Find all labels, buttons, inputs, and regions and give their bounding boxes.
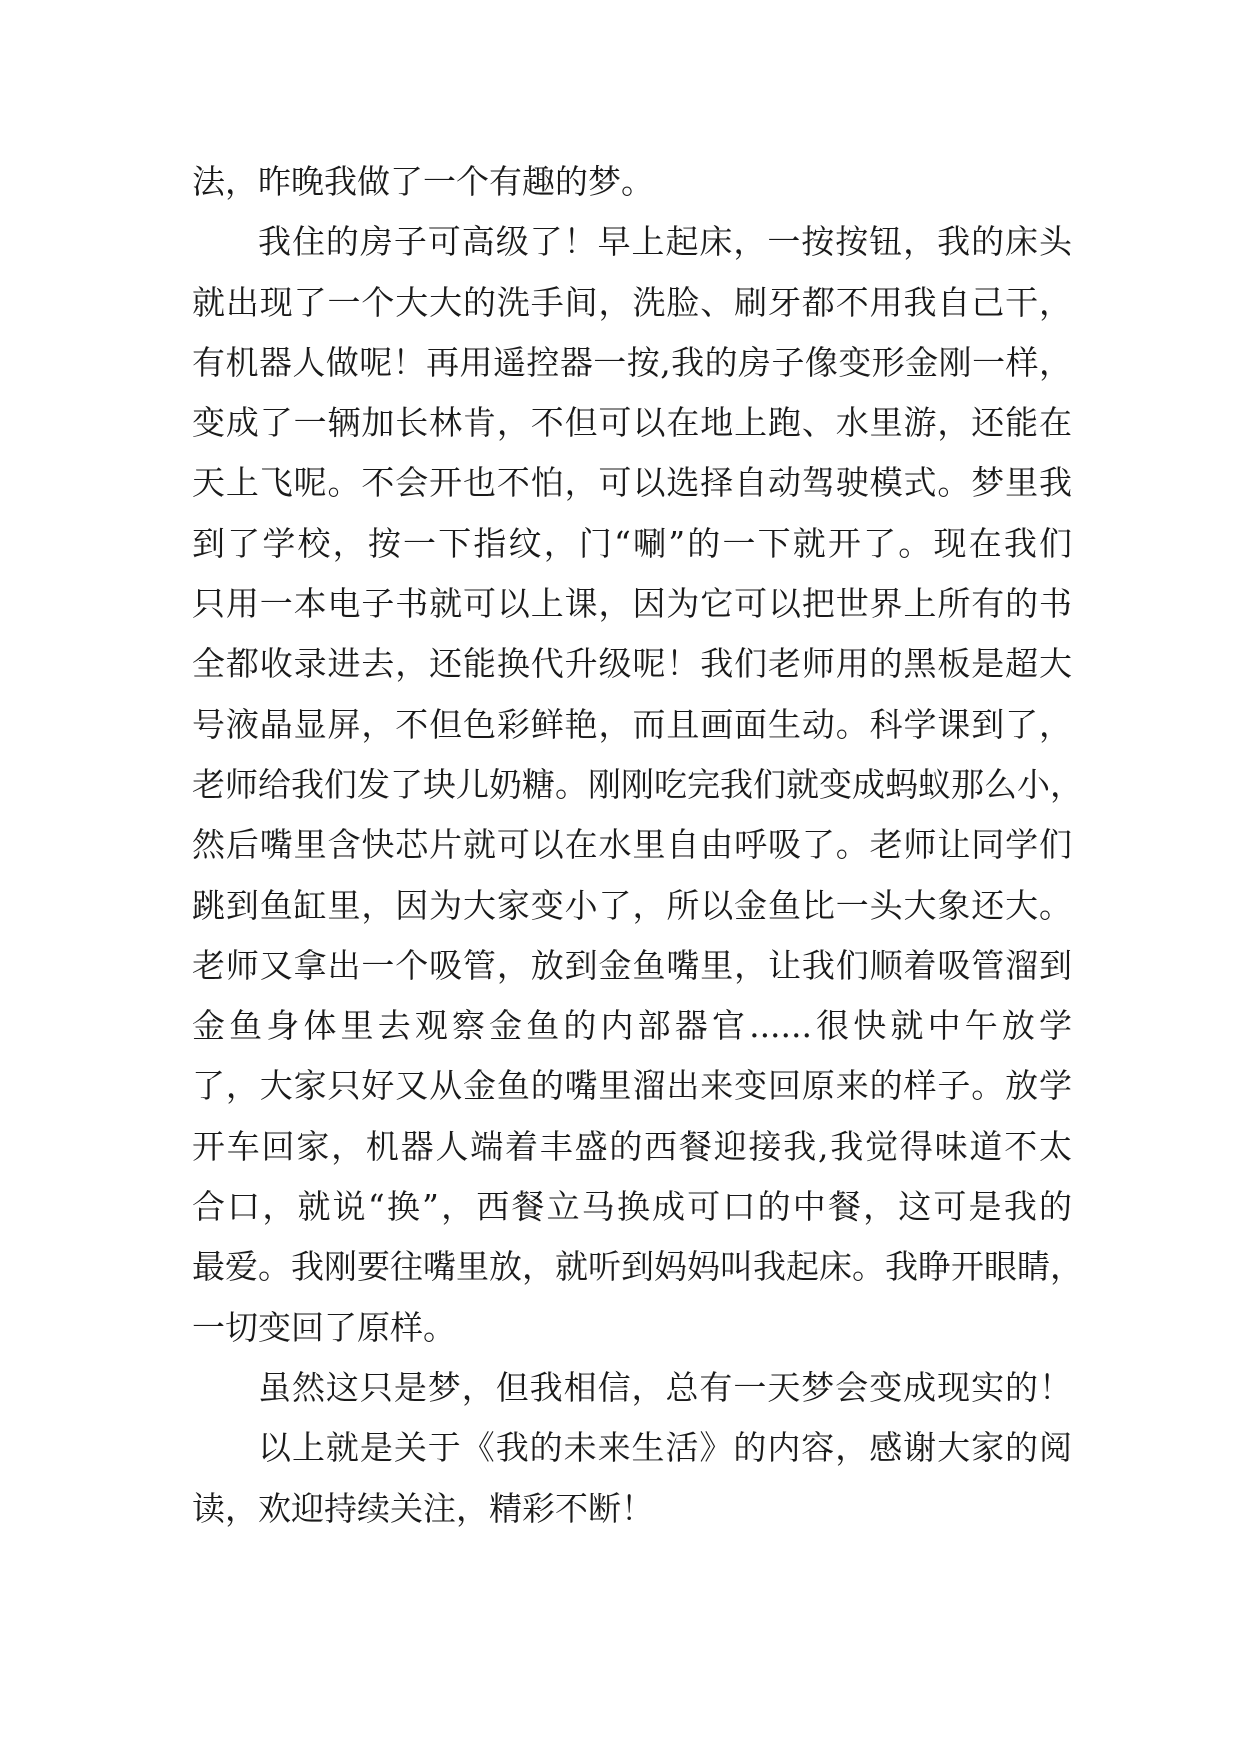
text-line: 跳到鱼缸里，因为大家变小了，所以金鱼比一头大象还大。 xyxy=(192,885,1072,925)
text-line: 金鱼身体里去观察金鱼的内部器官......很快就中午放学 xyxy=(192,1006,1072,1046)
text-line: 老师又拿出一个吸管，放到金鱼嘴里，让我们顺着吸管溜到 xyxy=(192,945,1072,985)
text-line: 有机器人做呢！再用遥控器一按,我的房子像变形金刚一样， xyxy=(192,342,1072,382)
text-line: 合口，就说“换”，西餐立马换成可口的中餐，这可是我的 xyxy=(192,1187,1072,1227)
text-line: 以上就是关于《我的未来生活》的内容，感谢大家的阅 xyxy=(258,1428,1072,1468)
body-text xyxy=(192,152,1083,1539)
text-line: 了，大家只好又从金鱼的嘴里溜出来变回原来的样子。放学 xyxy=(192,1066,1072,1106)
text-line: 法，昨晚我做了一个有趣的梦。 xyxy=(192,162,654,201)
text-line: 最爱。我刚要往嘴里放，就听到妈妈叫我起床。我睁开眼睛， xyxy=(192,1247,1083,1287)
text-line: 号液晶显屏，不但色彩鲜艳，而且画面生动。科学课到了， xyxy=(192,704,1072,744)
text-line: 全都收录进去，还能换代升级呢！我们老师用的黑板是超大 xyxy=(192,644,1072,684)
text-line: 虽然这只是梦，但我相信，总有一天梦会变成现实的！ xyxy=(258,1367,1072,1407)
text-line: 只用一本电子书就可以上课，因为它可以把世界上所有的书 xyxy=(192,584,1072,624)
text-line: 就出现了一个大大的洗手间，洗脸、刷牙都不用我自己干， xyxy=(192,282,1072,322)
text-line: 一切变回了原样。 xyxy=(192,1307,456,1347)
text-line: 开车回家，机器人端着丰盛的西餐迎接我,我觉得味道不太 xyxy=(192,1126,1072,1166)
text-line: 然后嘴里含快芯片就可以在水里自由呼吸了。老师让同学们 xyxy=(192,825,1072,865)
text-line: 变成了一辆加长林肯，不但可以在地上跑、水里游，还能在 xyxy=(192,403,1072,443)
text-line: 老师给我们发了块儿奶糖。刚刚吃完我们就变成蚂蚁那么小， xyxy=(192,764,1083,804)
text-line: 天上飞呢。不会开也不怕，可以选择自动驾驶模式。梦里我 xyxy=(192,463,1072,503)
text-line: 到了学校，按一下指纹，门“唰”的一下就开了。现在我们 xyxy=(192,523,1072,563)
text-line: 读，欢迎持续关注，精彩不断！ xyxy=(192,1488,654,1528)
text-line: 我住的房子可高级了！早上起床，一按按钮，我的床头 xyxy=(258,222,1072,262)
